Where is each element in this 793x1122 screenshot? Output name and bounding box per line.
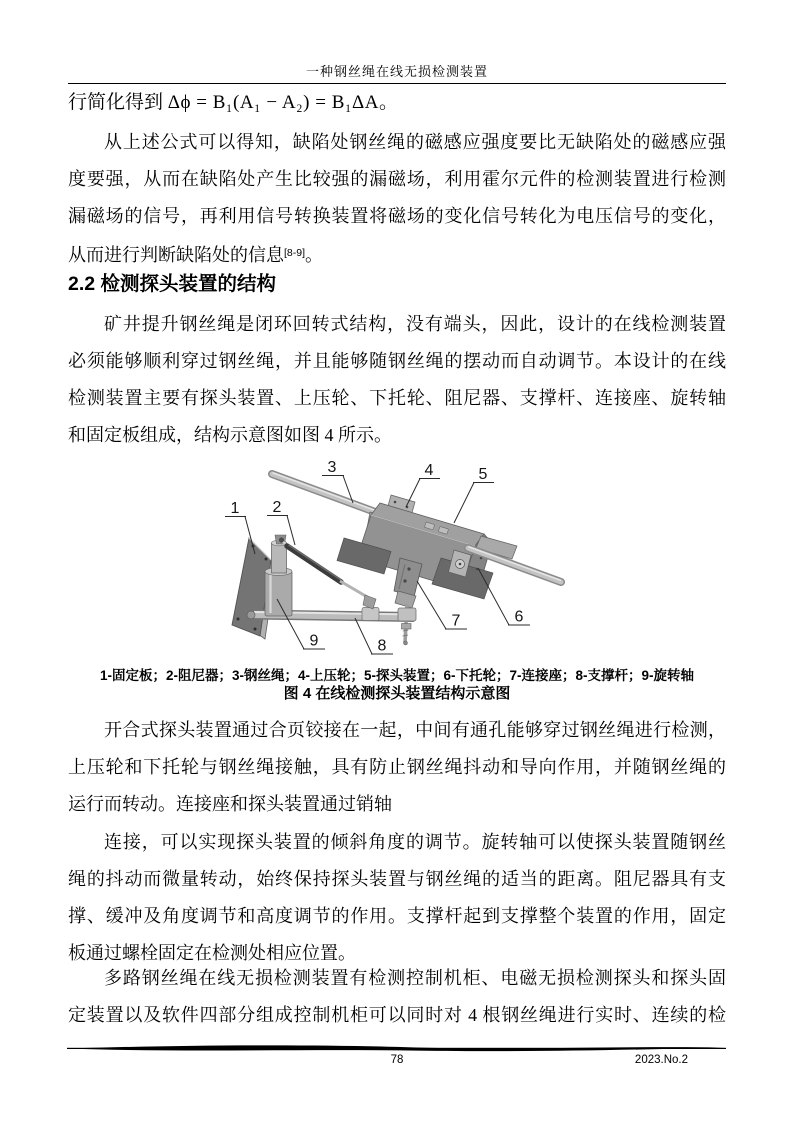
- footer-issue-label: 2023.No.2: [634, 1054, 688, 1066]
- citation-ref: [8-9]: [284, 247, 306, 259]
- paragraph1-line4: [68, 240, 726, 268]
- footer-page-number: 78: [390, 1054, 404, 1066]
- figure-label-6: 6: [514, 608, 524, 626]
- figure-label-4: 4: [424, 462, 434, 479]
- figure-4-diagram: [148, 446, 648, 664]
- footer-rule-bar: [67, 1044, 726, 1053]
- figure-caption-title: 图 4 在线检测探头装置结构示意图: [283, 685, 511, 702]
- running-head-title: 一种钢丝绳在线无损检测装置: [300, 61, 494, 84]
- paragraph1-line3: 漏磁场的信号，再利用信号转换装置将磁场的变化信号转化为电压信号的变化，: [68, 206, 726, 226]
- paragraph4-line2: 绳的抖动而微量转动，始终保持探头装置与钢丝绳的适当的距离。阻尼器具有支: [68, 869, 726, 889]
- paragraph4-line3: 撑、缓冲及角度调节和高度调节的作用。支撑杆起到支撑整个装置的作用，固定: [68, 906, 726, 926]
- paragraph3-line3: 运行而转动。连接座和探头装置通过销轴: [68, 794, 392, 814]
- paragraph3-line2: 上压轮和下托轮与钢丝绳接触，具有防止钢丝绳抖动和导向作用，并随钢丝绳的: [68, 757, 726, 777]
- figure-label-2: 2: [272, 499, 282, 516]
- formula-line: [68, 90, 726, 118]
- paragraph2-line2: 必须能够顺利穿过钢丝绳，并且能够随钢丝绳的摆动而自动调节。本设计的在线: [68, 351, 726, 371]
- header-rule: [68, 83, 726, 84]
- figure-label-1: 1: [230, 500, 240, 517]
- running-head: [68, 61, 726, 84]
- formula-prefix: 行简化得到: [68, 92, 168, 113]
- paragraph4-line4: 板通过螺栓固定在检测处相应位置。: [68, 943, 356, 963]
- paragraph4-line1: 连接，可以实现探头装置的倾斜角度的调节。旋转轴可以使探头装置随钢丝: [104, 832, 726, 852]
- figure-label-3: 3: [327, 459, 337, 476]
- figure-label-9: 9: [309, 632, 319, 650]
- paragraph1-line1: 从上述公式可以得知，缺陷处钢丝绳的磁感应强度要比无缺陷处的磁感应强: [104, 132, 726, 152]
- paragraph2-line4: 和固定板组成，结构示意图如图 4 所示。: [68, 425, 392, 445]
- figure-label-7: 7: [451, 612, 461, 630]
- section-heading-2-2: 2.2 检测探头装置的结构: [68, 273, 277, 295]
- paragraph2-line1: 矿井提升钢丝绳是闭环回转式结构，没有端头，因此，设计的在线检测装置: [104, 314, 726, 334]
- paragraph1-line4-text: 从而进行判断缺陷处的信息: [68, 245, 284, 265]
- paragraph5-line2: 定装置以及软件四部分组成控制机柜可以同时对 4 根钢丝绳进行实时、连续的检: [68, 1005, 726, 1025]
- paragraph5-line1: 多路钢丝绳在线无损检测装置有检测控制机柜、电磁无损检测探头和探头固: [104, 968, 726, 988]
- paragraph1-line2: 度要强，从而在缺陷处产生比较强的漏磁场，利用霍尔元件的检测装置进行检测: [68, 169, 726, 189]
- paragraph1-line4-period: 。: [305, 245, 324, 265]
- figure-caption-key: 1-固定板；2-阻尼器；3-钢丝绳；4-上压轮；5-探头装置；6-下托轮；7-连接座；8-支撑杆；9-旋转轴: [99, 668, 695, 683]
- wire-rope-left-segment: [272, 473, 386, 516]
- formula-expression: Δϕ = B₁(A₁ − A₂) = B₁ΔA。: [167, 92, 399, 113]
- figure-label-8: 8: [377, 637, 387, 655]
- paragraph3-line1: 开合式探头装置通过合页铰接在一起，中间有通孔能够穿过钢丝绳进行检测，: [104, 720, 726, 740]
- paragraph2-line3: 检测装置主要有探头装置、上压轮、下托轮、阻尼器、支撑杆、连接座、旋转轴: [68, 388, 726, 408]
- connector-seat: [394, 558, 422, 645]
- figure-label-5: 5: [478, 466, 488, 483]
